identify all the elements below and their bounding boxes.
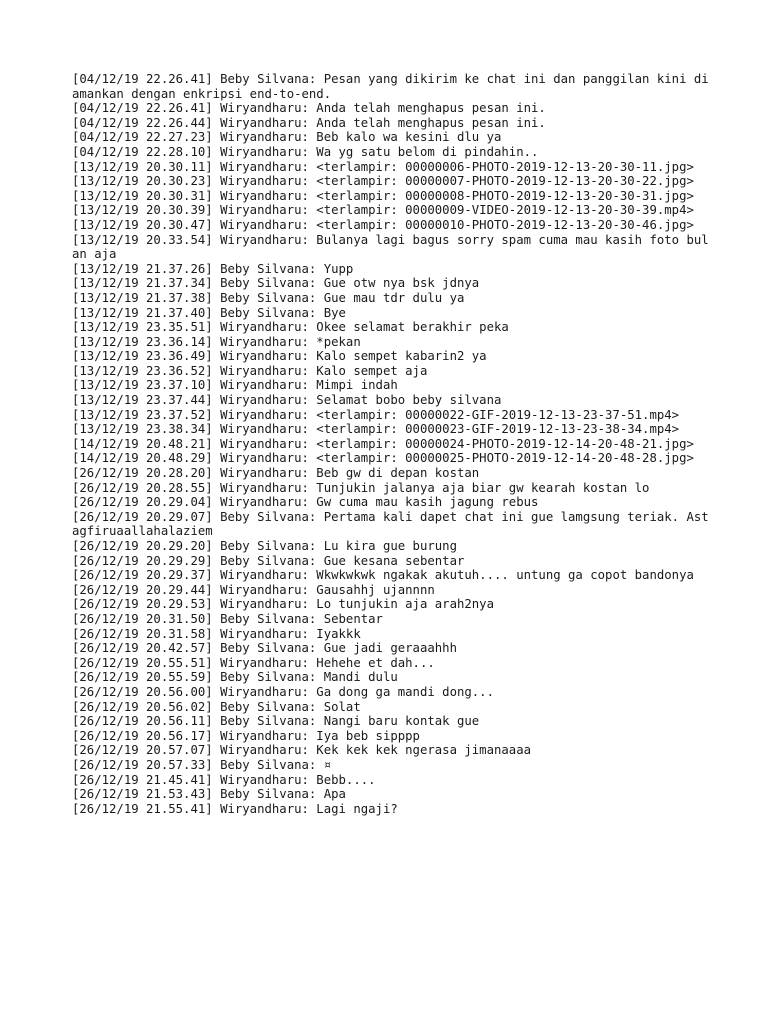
chat-message: [13/12/19 21.37.38] Beby Silvana: Gue mau tdr dulu ya	[72, 290, 465, 305]
chat-message: [04/12/19 22.26.41] Beby Silvana: Pesan yang dikirim ke chat ini dan panggilan kini diamankan dengan enkripsi end-to-end.	[72, 72, 709, 101]
chat-message: [26/12/19 20.29.07] Beby Silvana: Pertama kali dapet chat ini gue lamgsung teriak. Astagfiruaallahalaziem	[72, 509, 709, 539]
chat-message: [13/12/19 20.30.39] Wiryandharu: <terlampir: 00000009-VIDEO-2019-12-13-20-30-39.mp4>	[72, 203, 694, 218]
chat-message: [13/12/19 23.37.10] Wiryandharu: Mimpi indah	[72, 378, 398, 393]
chat-message: [04/12/19 22.27.23] Wiryandharu: Beb kalo wa kesini dlu ya	[72, 130, 502, 145]
chat-message: [26/12/19 20.31.58] Wiryandharu: Iyakkk	[72, 626, 361, 641]
chat-message: [13/12/19 21.37.26] Beby Silvana: Yupp	[72, 261, 354, 276]
chat-message: [26/12/19 20.28.20] Wiryandharu: Beb gw di depan kostan	[72, 466, 480, 481]
chat-message: [26/12/19 20.56.02] Beby Silvana: Solat	[72, 699, 361, 714]
chat-message: [26/12/19 20.56.00] Wiryandharu: Ga dong ga mandi dong...	[72, 684, 494, 699]
chat-message: [26/12/19 20.56.11] Beby Silvana: Nangi baru kontak gue	[72, 714, 480, 729]
chat-message: [26/12/19 20.31.50] Beby Silvana: Sebentar	[72, 611, 383, 626]
chat-message: [13/12/19 20.30.23] Wiryandharu: <terlampir: 00000007-PHOTO-2019-12-13-20-30-22.jpg>	[72, 174, 694, 189]
chat-message: [26/12/19 20.29.37] Wiryandharu: Wkwkwkwk ngakak akutuh.... untung ga copot bandonya	[72, 568, 694, 583]
chat-message: [13/12/19 20.33.54] Wiryandharu: Bulanya lagi bagus sorry spam cuma mau kasih foto bulan aja	[72, 232, 709, 262]
chat-message: [26/12/19 20.29.53] Wiryandharu: Lo tunjukin aja arah2nya	[72, 597, 494, 612]
chat-message: [26/12/19 20.57.07] Wiryandharu: Kek kek kek ngerasa jimanaaaa	[72, 743, 532, 758]
chat-message: [13/12/19 23.38.34] Wiryandharu: <terlampir: 00000023-GIF-2019-12-13-23-38-34.mp4>	[72, 422, 680, 437]
chat-message: [13/12/19 21.37.40] Beby Silvana: Bye	[72, 305, 346, 320]
chat-message: [14/12/19 20.48.21] Wiryandharu: <terlampir: 00000024-PHOTO-2019-12-14-20-48-21.jpg>	[72, 436, 694, 451]
chat-message: [13/12/19 23.35.51] Wiryandharu: Okee selamat berakhir peka	[72, 320, 509, 335]
chat-message: [26/12/19 20.29.20] Beby Silvana: Lu kira gue burung	[72, 539, 457, 553]
chat-message: [26/12/19 20.57.33] Beby Silvana: ¤	[72, 757, 332, 772]
chat-message: [04/12/19 22.28.10] Wiryandharu: Wa yg satu belom di pindahin..	[72, 144, 539, 159]
chat-message: [14/12/19 20.48.29] Wiryandharu: <terlampir: 00000025-PHOTO-2019-12-14-20-48-28.jpg>	[72, 451, 694, 466]
chat-message: [26/12/19 21.53.43] Beby Silvana: Apa	[72, 787, 346, 802]
chat-message: [13/12/19 23.36.49] Wiryandharu: Kalo sempet kabarin2 ya	[72, 349, 487, 364]
chat-message: [26/12/19 20.28.55] Wiryandharu: Tunjukin jalanya aja biar gw kearah kostan lo	[72, 480, 650, 495]
chat-message: [13/12/19 21.37.34] Beby Silvana: Gue otw nya bsk jdnya	[72, 276, 480, 291]
chat-message: [04/12/19 22.26.41] Wiryandharu: Anda telah menghapus pesan ini.	[72, 101, 546, 116]
chat-message: [13/12/19 23.37.44] Wiryandharu: Selamat bobo beby silvana	[72, 393, 502, 408]
chat-message: [26/12/19 20.56.17] Wiryandharu: Iya beb sipppp	[72, 728, 420, 743]
chat-message: [13/12/19 20.30.11] Wiryandharu: <terlampir: 00000006-PHOTO-2019-12-13-20-30-11.jpg>	[72, 159, 694, 174]
chat-message: [26/12/19 20.42.57] Beby Silvana: Gue jadi geraaahhh	[72, 641, 457, 656]
chat-message: [13/12/19 23.36.52] Wiryandharu: Kalo sempet aja	[72, 363, 428, 378]
chat-message: [26/12/19 21.45.41] Wiryandharu: Bebb....	[72, 772, 376, 787]
chat-message: [04/12/19 22.26.44] Wiryandharu: Anda telah menghapus pesan ini.	[72, 115, 546, 130]
chat-transcript	[72, 72, 712, 816]
chat-message: [26/12/19 20.29.29] Beby Silvana: Gue kesana sebentar	[72, 553, 465, 568]
chat-message: [13/12/19 20.30.47] Wiryandharu: <terlampir: 00000010-PHOTO-2019-12-13-20-30-46.jpg>	[72, 217, 694, 232]
chat-message: [13/12/19 20.30.31] Wiryandharu: <terlampir: 00000008-PHOTO-2019-12-13-20-30-31.jpg>	[72, 188, 694, 203]
chat-message: [26/12/19 20.29.04] Wiryandharu: Gw cuma mau kasih jagung rebus	[72, 495, 539, 510]
chat-message: [26/12/19 20.55.51] Wiryandharu: Hehehe et dah...	[72, 655, 435, 670]
chat-message: [13/12/19 23.37.52] Wiryandharu: <terlampir: 00000022-GIF-2019-12-13-23-37-51.mp4>	[72, 407, 680, 422]
chat-message: [26/12/19 21.55.41] Wiryandharu: Lagi ngaji?	[72, 801, 398, 816]
chat-message: [26/12/19 20.29.44] Wiryandharu: Gausahhj ujannnn	[72, 582, 435, 597]
chat-message: [13/12/19 23.36.14] Wiryandharu: *pekan	[72, 334, 361, 349]
chat-message: [26/12/19 20.55.59] Beby Silvana: Mandi dulu	[72, 670, 398, 685]
